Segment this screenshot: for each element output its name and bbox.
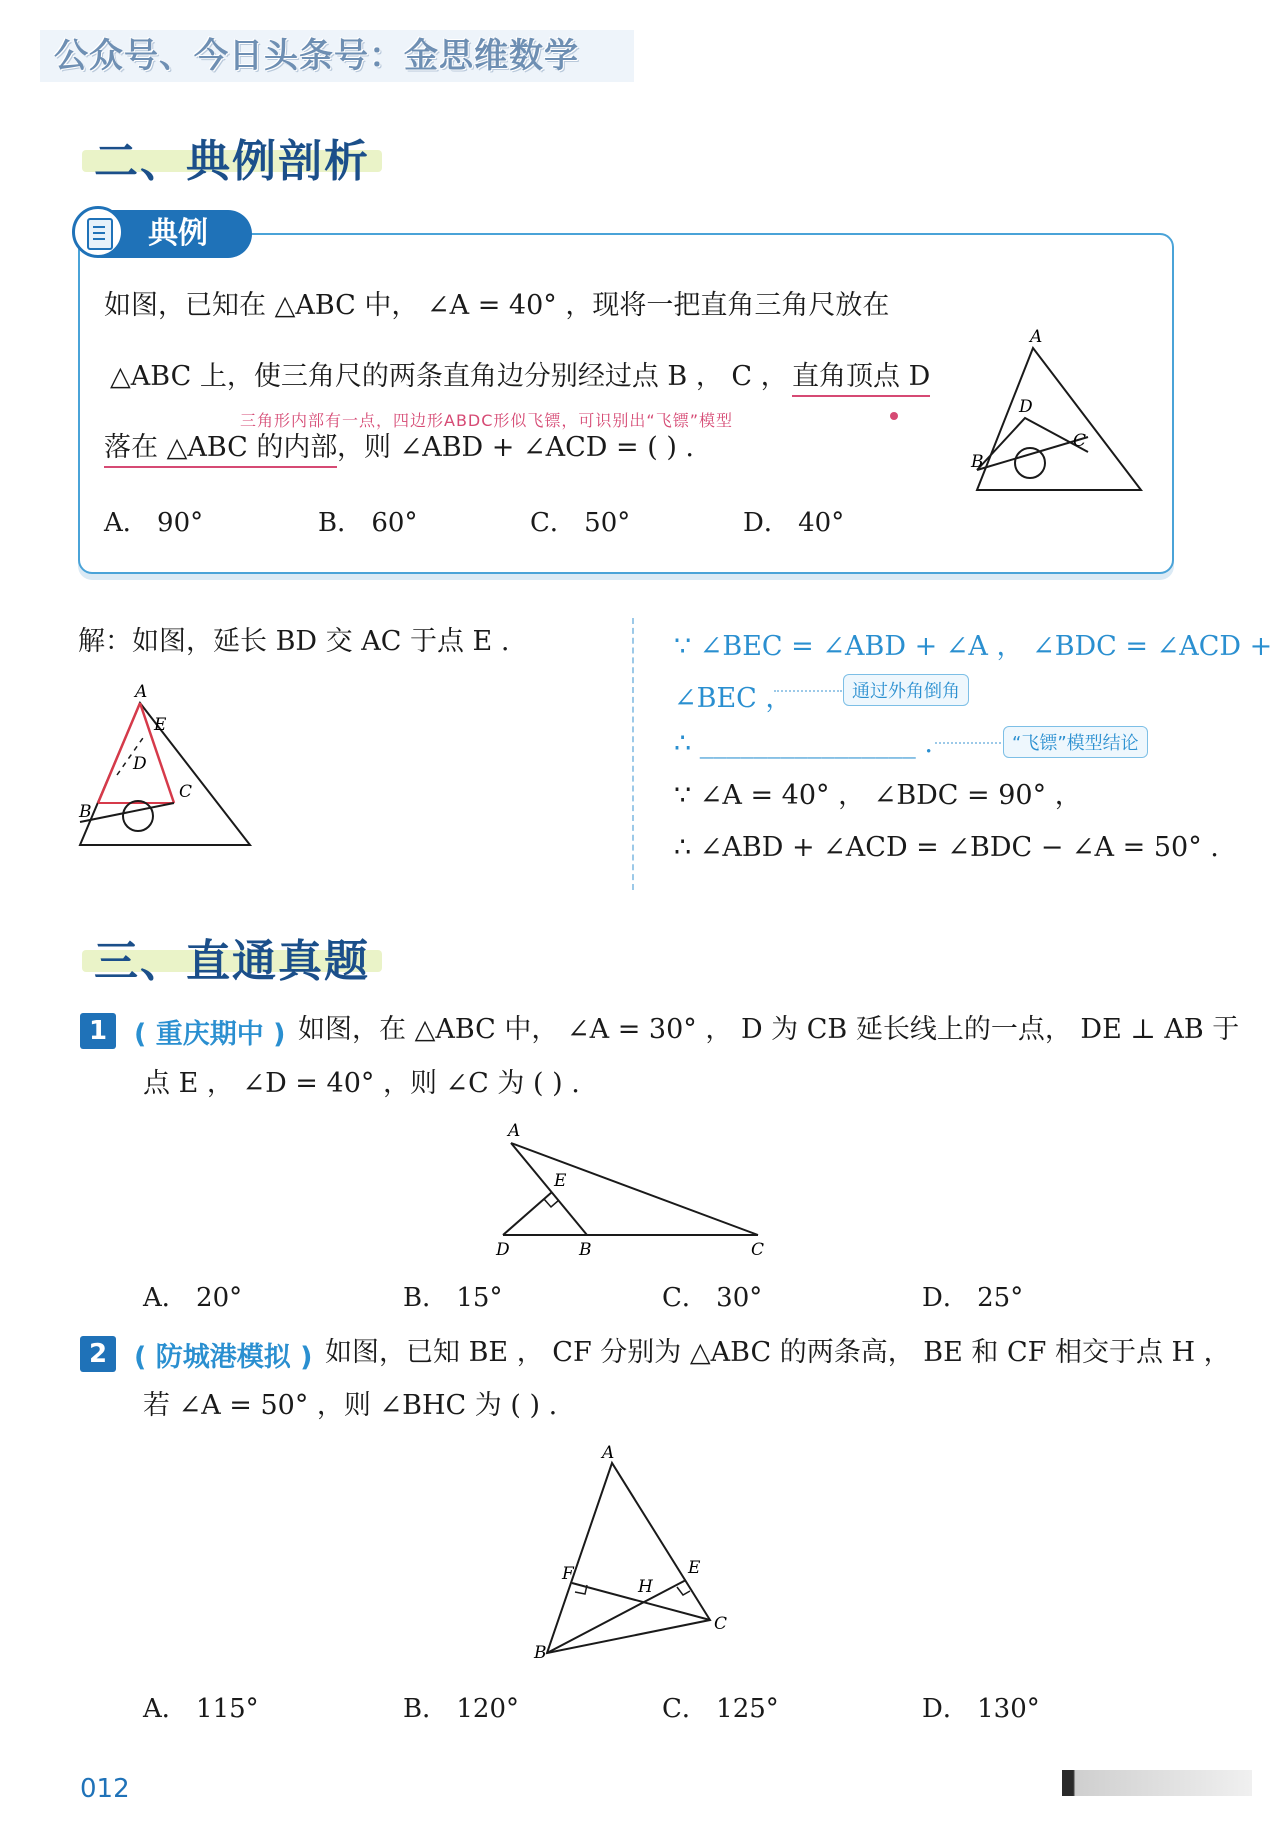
tag1-connector (774, 690, 842, 692)
solution-figure-label: E (154, 715, 167, 735)
question-2-figure-label: H (638, 1577, 653, 1597)
question-2-option-a: A． 115° (143, 1694, 259, 1724)
question-2-figure (520, 1440, 750, 1670)
document-icon (72, 206, 124, 258)
question-1-line-2: 点 E ， ∠D = 40° ，则 ∠C 为 ( ) . (143, 1068, 580, 1099)
example-option-d: D． 40° (743, 508, 845, 538)
question-2-option-b: B． 120° (403, 1694, 519, 1724)
question-1-figure-label: E (554, 1171, 567, 1191)
question-1-figure-label: B (579, 1240, 592, 1260)
question-2-source: ( 防城港模拟 ) (134, 1342, 313, 1373)
example-line-2a: △ABC 上，使三角尺的两条直角边分别经过点 B ， C ， (110, 361, 788, 392)
question-2-line-2: 若 ∠A = 50° ，则 ∠BHC 为 ( ) . (143, 1390, 558, 1421)
solution-step-5: ∴ ∠ABD + ∠ACD = ∠BDC − ∠A = 50° . (674, 832, 1219, 863)
example-figure-label: D (1019, 397, 1033, 417)
question-1-figure (490, 1120, 770, 1260)
solution-figure-label: D (133, 754, 147, 774)
question-1-option-d: D． 25° (922, 1283, 1024, 1313)
question-2-figure-label: E (688, 1558, 701, 1578)
solution-figure (75, 675, 265, 850)
example-option-c: C． 50° (530, 508, 631, 538)
example-option-a: A． 90° (104, 508, 204, 538)
solution-step-2: ∠BEC ， (674, 683, 793, 714)
example-figure-label: C (1073, 431, 1087, 451)
question-1-line-1: 如图，在 △ABC 中， ∠A = 30° ， D 为 CB 延长线上的一点， DE ⊥ AB 于 (298, 1014, 1240, 1045)
example-option-b: B． 60° (318, 508, 418, 538)
header-banner: 公众号、今日头条号：金思维数学 (40, 30, 634, 82)
question-2-option-d: D． 130° (922, 1694, 1040, 1724)
question-1-option-a: A． 20° (143, 1283, 243, 1313)
question-2-option-c: C． 125° (662, 1694, 779, 1724)
example-annotation: 三角形内部有一点，四边形ABDC形似飞镖，可识别出“飞镖”模型 (240, 411, 733, 430)
example-line-2b: 直角顶点 D (792, 359, 930, 397)
question-2-line-1: 如图，已知 BE ， CF 分别为 △ABC 的两条高， BE 和 CF 相交于点 H ， (325, 1337, 1231, 1368)
example-figure-label: B (971, 452, 984, 472)
example-line-3b: ，则 ∠ABD + ∠ACD = ( ) . (337, 432, 695, 463)
solution-intro: 解：如图，延长 BD 交 AC 于点 E . (78, 626, 510, 657)
question-1-number: 1 (80, 1013, 116, 1049)
example-figure (960, 320, 1150, 500)
question-1-figure-label: D (496, 1240, 510, 1260)
question-1-figure-label: C (751, 1240, 765, 1260)
solution-step-4: ∵ ∠A = 40° ， ∠BDC = 90° ， (674, 780, 1082, 811)
question-1-option-b: B． 15° (403, 1283, 503, 1313)
question-1-source: ( 重庆期中 ) (134, 1019, 286, 1050)
solution-step-1: ∵ ∠BEC = ∠ABD + ∠A ， ∠BDC = ∠ACD + (674, 631, 1273, 662)
section-title-examples: 二、典例剖析 (94, 136, 370, 187)
example-line-3a: 落在 △ABC 的内部 (104, 430, 337, 468)
example-figure-label: A (1030, 327, 1043, 347)
solution-tag-dart-model: “飞镖”模型结论 (1003, 726, 1148, 758)
solution-figure-label: C (179, 782, 193, 802)
question-1-option-c: C． 30° (662, 1283, 763, 1313)
tag2-connector (935, 742, 1001, 744)
solution-tag-exterior-angle: 通过外角倒角 (843, 674, 969, 706)
question-2-figure-label: F (562, 1564, 574, 1584)
example-line-1: 如图，已知在 △ABC 中， ∠A = 40° ，现将一把直角三角尺放在 (104, 290, 890, 321)
question-2-figure-label: A (602, 1443, 615, 1463)
section-title-real-questions: 三、直通真题 (94, 936, 370, 987)
solution-divider (632, 618, 634, 890)
example-tab-label: 典例 (148, 216, 208, 251)
solution-figure-label: A (135, 682, 148, 702)
question-2-number: 2 (80, 1336, 116, 1372)
question-2-figure-label: C (714, 1614, 728, 1634)
solution-step-3: ∴ ________________ . (674, 728, 933, 759)
question-2-figure-label: B (534, 1643, 547, 1663)
page-edge-decoration (1062, 1770, 1252, 1796)
solution-figure-label: B (79, 802, 92, 822)
question-1-figure-label: A (508, 1121, 521, 1141)
annotation-dot (890, 412, 898, 420)
example-tab (78, 210, 252, 258)
page-number: 012 (80, 1774, 130, 1804)
